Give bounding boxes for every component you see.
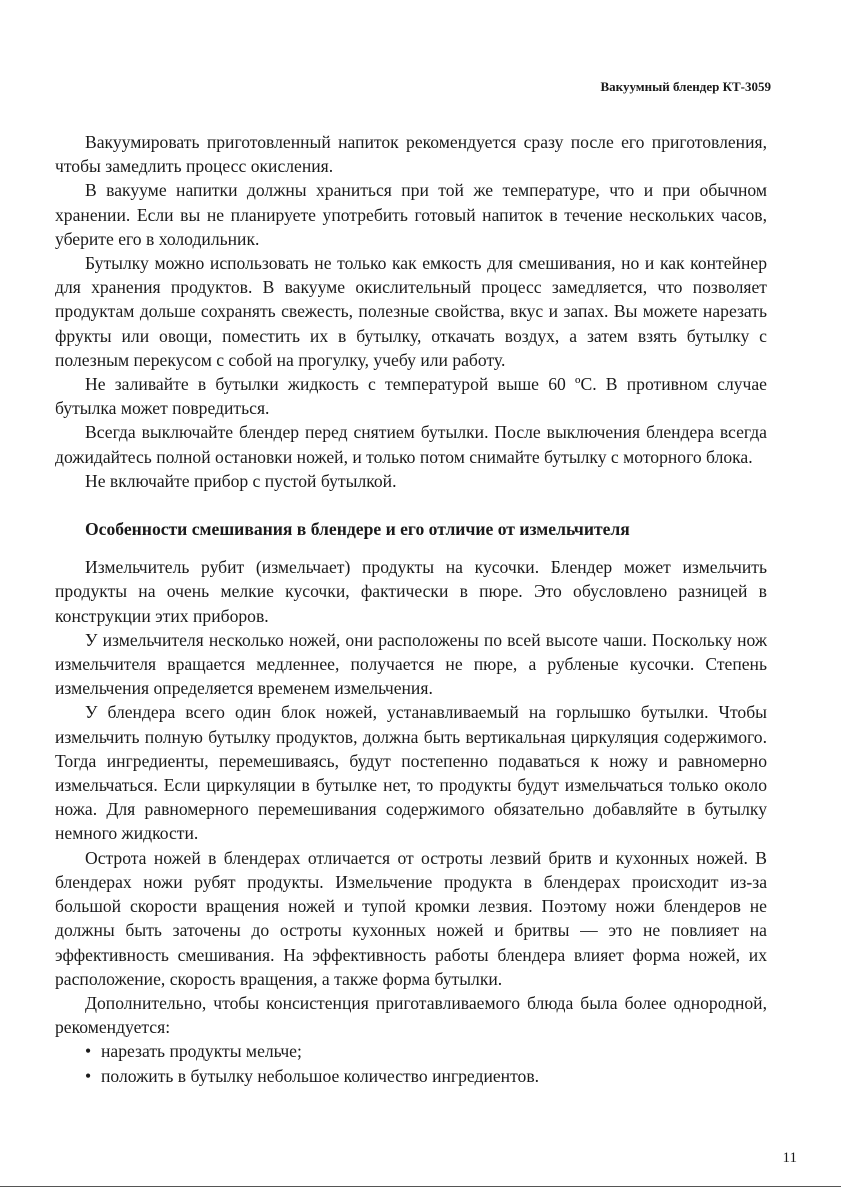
bullet-icon: • [85, 1065, 92, 1086]
page-number: 11 [782, 1150, 797, 1166]
paragraph: У блендера всего один блок ножей, устанавливаемый на горлышко бутылки. Чтобы измельчить полную бутылку продуктов, должна быть вертикальная циркуляция содержимого. Тогда ингредиенты, перемешиваясь, будут постепенно подаваться к ножу и равномерно измельчаться. Если циркуляции в бутылке нет, то продукты будут измельчаться только около ножа. Для равномерного перемешивания содержимого обязательно добавляйте в бутылку немного жидкости. [55, 702, 767, 844]
paragraph: В вакууме напитки должны храниться при той же температуре, что и при обычном хранении. Если вы не планируете употребить готовый напиток в течение нескольких часов, уберите его в холодильник. [55, 180, 767, 249]
paragraph: Острота ножей в блендерах отличается от остроты лезвий бритв и кухонных ножей. В блендерах ножи рубят продукты. Измельчение продукта в блендерах происходит из-за большой скорости вращения ножей и тупой кромки лезвия. Поэтому ножи блендеров не должны быть заточены до остроты кухонных ножей и бритвы — это не повлияет на эффективность смешивания. На эффективность работы блендера влияет форма ножей, их расположение, скорость вращения, а также форма бутылки. [55, 847, 767, 989]
bottom-rule [0, 1186, 841, 1187]
paragraph: Измельчитель рубит (измельчает) продукты на кусочки. Блендер может измельчить продукты на очень мелкие кусочки, фактически в пюре. Это обусловлено разницей в конструкции этих приборов. [55, 557, 767, 626]
bullet-list [55, 1039, 767, 1087]
bullet-icon: • [85, 1041, 92, 1062]
running-header: Вакуумный блендер КТ-3059 [600, 79, 771, 94]
paragraph: Всегда выключайте блендер перед снятием бутылки. После выключения блендера всегда дожидайтесь полной остановки ножей, и только потом снимайте бутылку с моторного блока. [55, 422, 767, 467]
list-item [55, 1039, 767, 1063]
paragraph: Не включайте прибор с пустой бутылкой. [85, 470, 397, 491]
paragraph: Не заливайте в бутылки жидкость с температурой выше 60 ºC. В противном случае бутылка может повредиться. [55, 374, 767, 419]
section-heading: Особенности смешивания в блендере и его отличие от измельчителя [85, 519, 630, 540]
paragraph: Дополнительно, чтобы консистенция приготавливаемого блюда была более однородной, рекомендуется: [55, 992, 767, 1038]
page-body [55, 130, 767, 1088]
list-item [55, 1064, 767, 1088]
list-item-text: положить в бутылку небольшое количество ингредиентов. [101, 1065, 540, 1086]
paragraph: Вакуумировать приготовленный напиток рекомендуется сразу после его приготовления, чтобы замедлить процесс окисления. [55, 132, 767, 177]
paragraph: Бутылку можно использовать не только как емкость для смешивания, но и как контейнер для хранения продуктов. В вакууме окислительный процесс замедляется, что позволяет продуктам дольше сохранять свежесть, полезные свойства, вкус и запах. Вы можете нарезать фрукты или овощи, поместить их в бутылку, откачать воздух, а затем взять бутылку с полезным перекусом с собой на прогулку, учебу или работу. [55, 253, 767, 370]
list-item-text: нарезать продукты мельче; [101, 1041, 302, 1062]
paragraph: У измельчителя несколько ножей, они расположены по всей высоте чаши. Поскольку нож измельчителя вращается медленнее, получается не пюре, а рубленые кусочки. Степень измельчения определяется временем измельчения. [55, 629, 767, 699]
